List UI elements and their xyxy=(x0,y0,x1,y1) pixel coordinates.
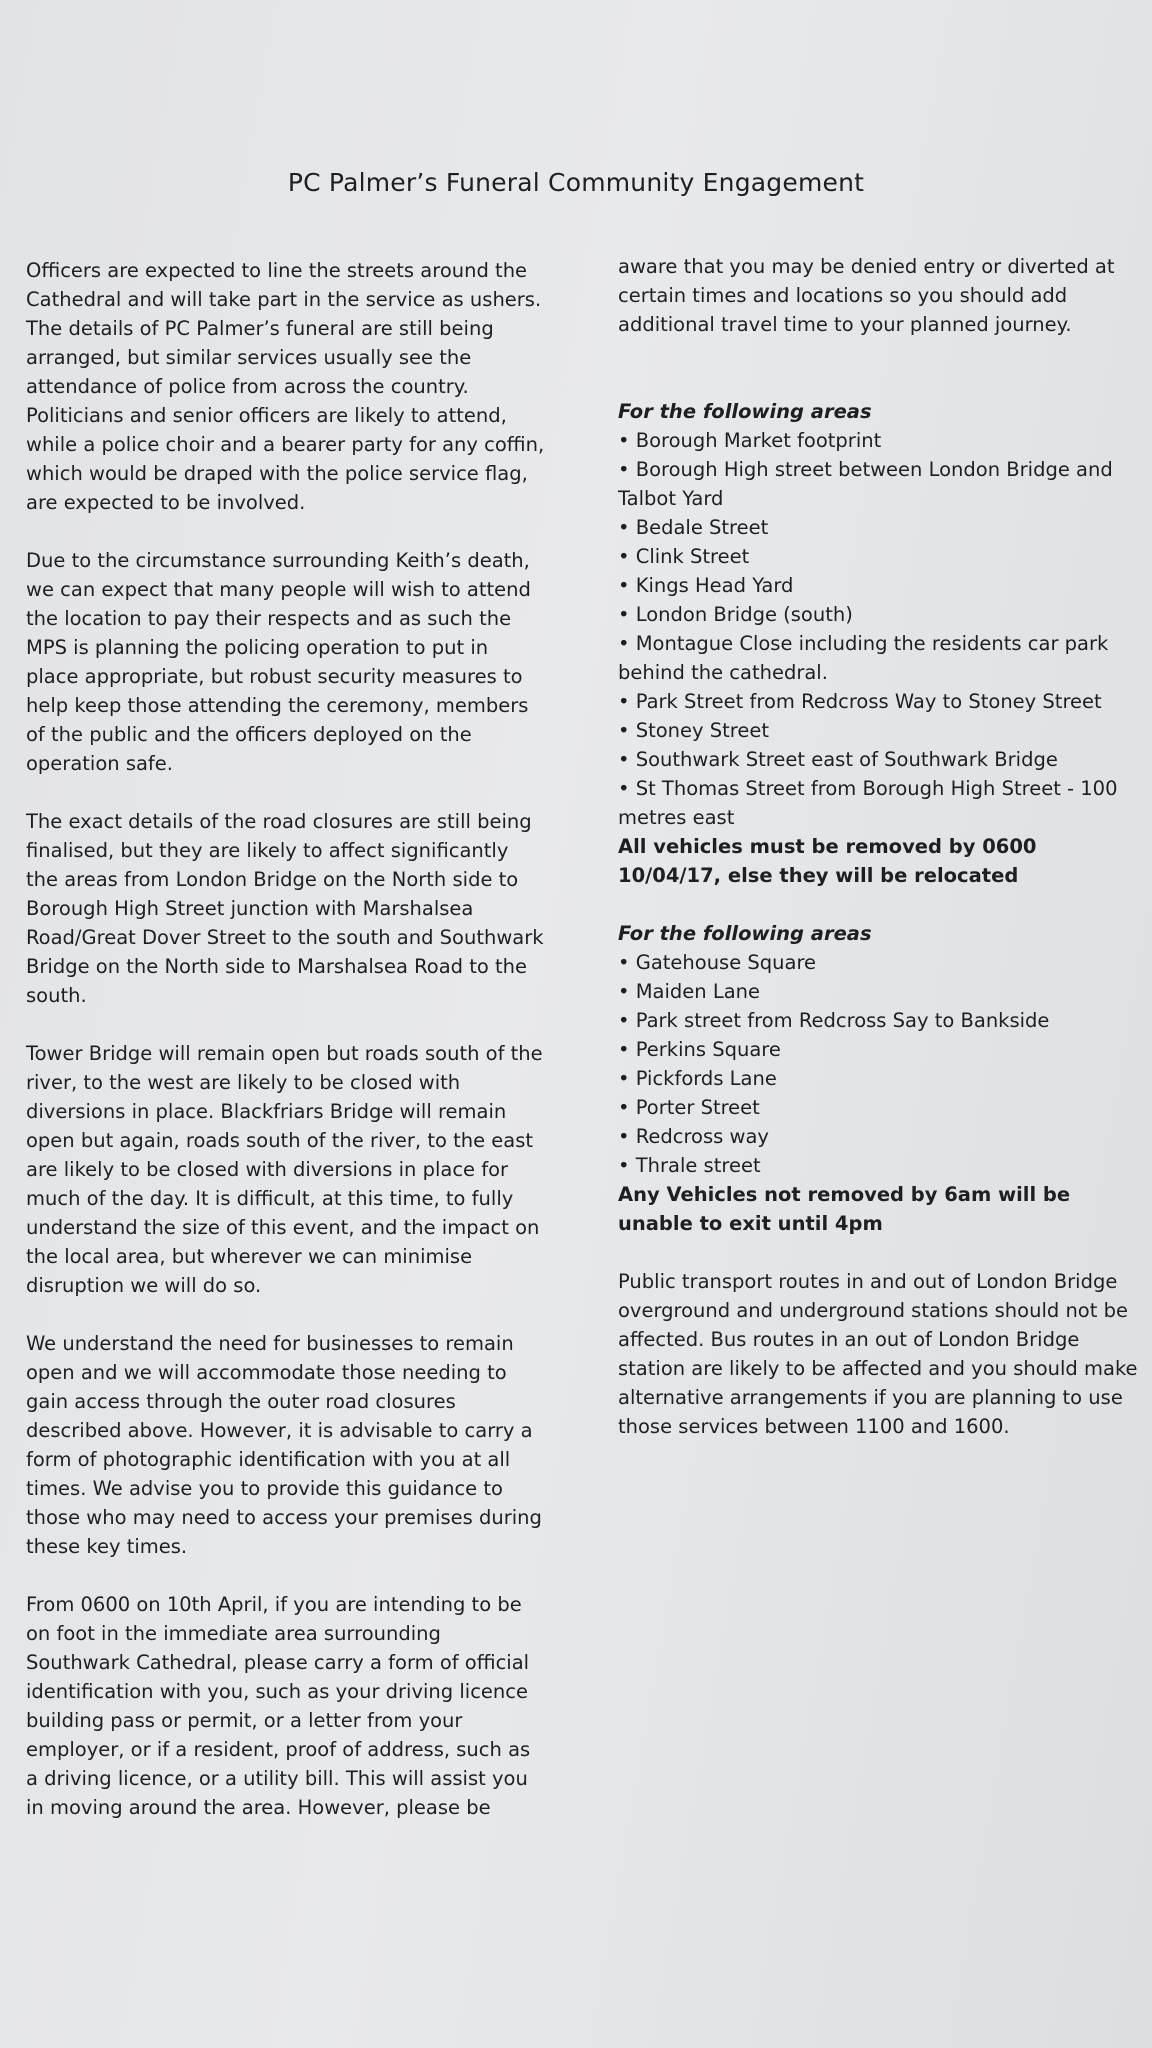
paragraph-public-transport: Public transport routes in and out of London Bridge overground and underground stations should not be affected. Bus routes in an out of London Bridge station are likely to be affected and you should make alternative arrangements if you are planning to use those services between 1100 and 1600. xyxy=(618,1270,1138,1438)
list-item: • Montague Close including the residents car park behind the cathedral. xyxy=(618,629,1138,687)
right-column xyxy=(618,252,1138,1470)
list-item: • Perkins Square xyxy=(618,1035,1138,1064)
list-item: • Bedale Street xyxy=(618,513,1138,542)
vehicle-notice: All vehicles must be removed by 0600 10/04/17, else they will be relocated xyxy=(618,835,1037,887)
list-item: • Gatehouse Square xyxy=(618,948,1138,977)
list-item: • St Thomas Street from Borough High Street - 100 metres east xyxy=(618,774,1138,832)
list-item: • Park Street from Redcross Way to Stoney Street xyxy=(618,687,1138,716)
section-areas-1 xyxy=(618,397,1138,890)
paragraph-bridges: Tower Bridge will remain open but roads south of the river, to the west are likely to be closed with diversions in place. Blackfriars Bridge will remain open but again, roads south of the river, to the east are likely to be closed with diversions in place for much of the day. It is difficult, at this time, to fully understand the size of this event, and the impact on the local area, but wherever we can minimise disruption we will do so. xyxy=(26,1042,543,1297)
left-column xyxy=(26,256,546,1851)
list-item: • Porter Street xyxy=(618,1093,1138,1122)
paragraph-continuation: aware that you may be denied entry or diverted at certain times and locations so you should add additional travel time to your planned journey. xyxy=(618,255,1115,336)
list-item: • Park street from Redcross Say to Bankside xyxy=(618,1006,1138,1035)
list-item: • Southwark Street east of Southwark Bridge xyxy=(618,745,1138,774)
list-item: • Pickfords Lane xyxy=(618,1064,1138,1093)
paragraph-identification: From 0600 on 10th April, if you are intending to be on foot in the immediate area surrounding Southwark Cathedral, please carry a form of official identification with you, such as your driving licence building pass or permit, or a letter from your employer, or if a resident, proof of address, such as a driving licence, or a utility bill. This will assist you in moving around the area. However, please be xyxy=(26,1593,531,1819)
section-heading: For the following areas xyxy=(618,922,872,945)
vehicle-notice: Any Vehicles not removed by 6am will be unable to exit until 4pm xyxy=(618,1183,1071,1235)
section-heading: For the following areas xyxy=(618,400,872,423)
list-item: • Redcross way xyxy=(618,1122,1138,1151)
list-item: • Kings Head Yard xyxy=(618,571,1138,600)
list-item: • Thrale street xyxy=(618,1151,1138,1180)
list-item: • Borough Market footprint xyxy=(618,426,1138,455)
paragraph-circumstance: Due to the circumstance surrounding Keith’s death, we can expect that many people will wish to attend the location to pay their respects and as such the MPS is planning the policing operation to put in place appropriate, but robust security measures to help keep those attending the ceremony, members of the public and the officers deployed on the operation safe. xyxy=(26,549,531,775)
list-item: • London Bridge (south) xyxy=(618,600,1138,629)
page-title: PC Palmer’s Funeral Community Engagement xyxy=(287,168,865,197)
area-list xyxy=(618,948,1138,1180)
paragraph-officers: Officers are expected to line the streets around the Cathedral and will take part in the service as ushers. The details of PC Palmer’s funeral are still being arranged, but similar services usually see the attendance of police from across the country. Politicians and senior officers are likely to attend, while a police choir and a bearer party for any coffin, which would be draped with the police service flag, are expected to be involved. xyxy=(26,259,545,514)
section-areas-2 xyxy=(618,919,1138,1238)
area-list xyxy=(618,426,1138,832)
list-item: • Maiden Lane xyxy=(618,977,1138,1006)
list-item: • Stoney Street xyxy=(618,716,1138,745)
paragraph-road-closures: The exact details of the road closures are still being finalised, but they are likely to affect significantly the areas from London Bridge on the North side to Borough High Street junction with Marshalsea Road/Great Dover Street to the south and Southwark Bridge on the North side to Marshalsea Road to the south. xyxy=(26,810,544,1007)
list-item: • Clink Street xyxy=(618,542,1138,571)
paragraph-businesses: We understand the need for businesses to remain open and we will accommodate those needing to gain access through the outer road closures described above. However, it is advisable to carry a form of photographic identification with you at all times. We advise you to provide this guidance to those who may need to access your premises during these key times. xyxy=(26,1332,542,1558)
list-item: • Borough High street between London Bridge and Talbot Yard xyxy=(618,455,1138,513)
